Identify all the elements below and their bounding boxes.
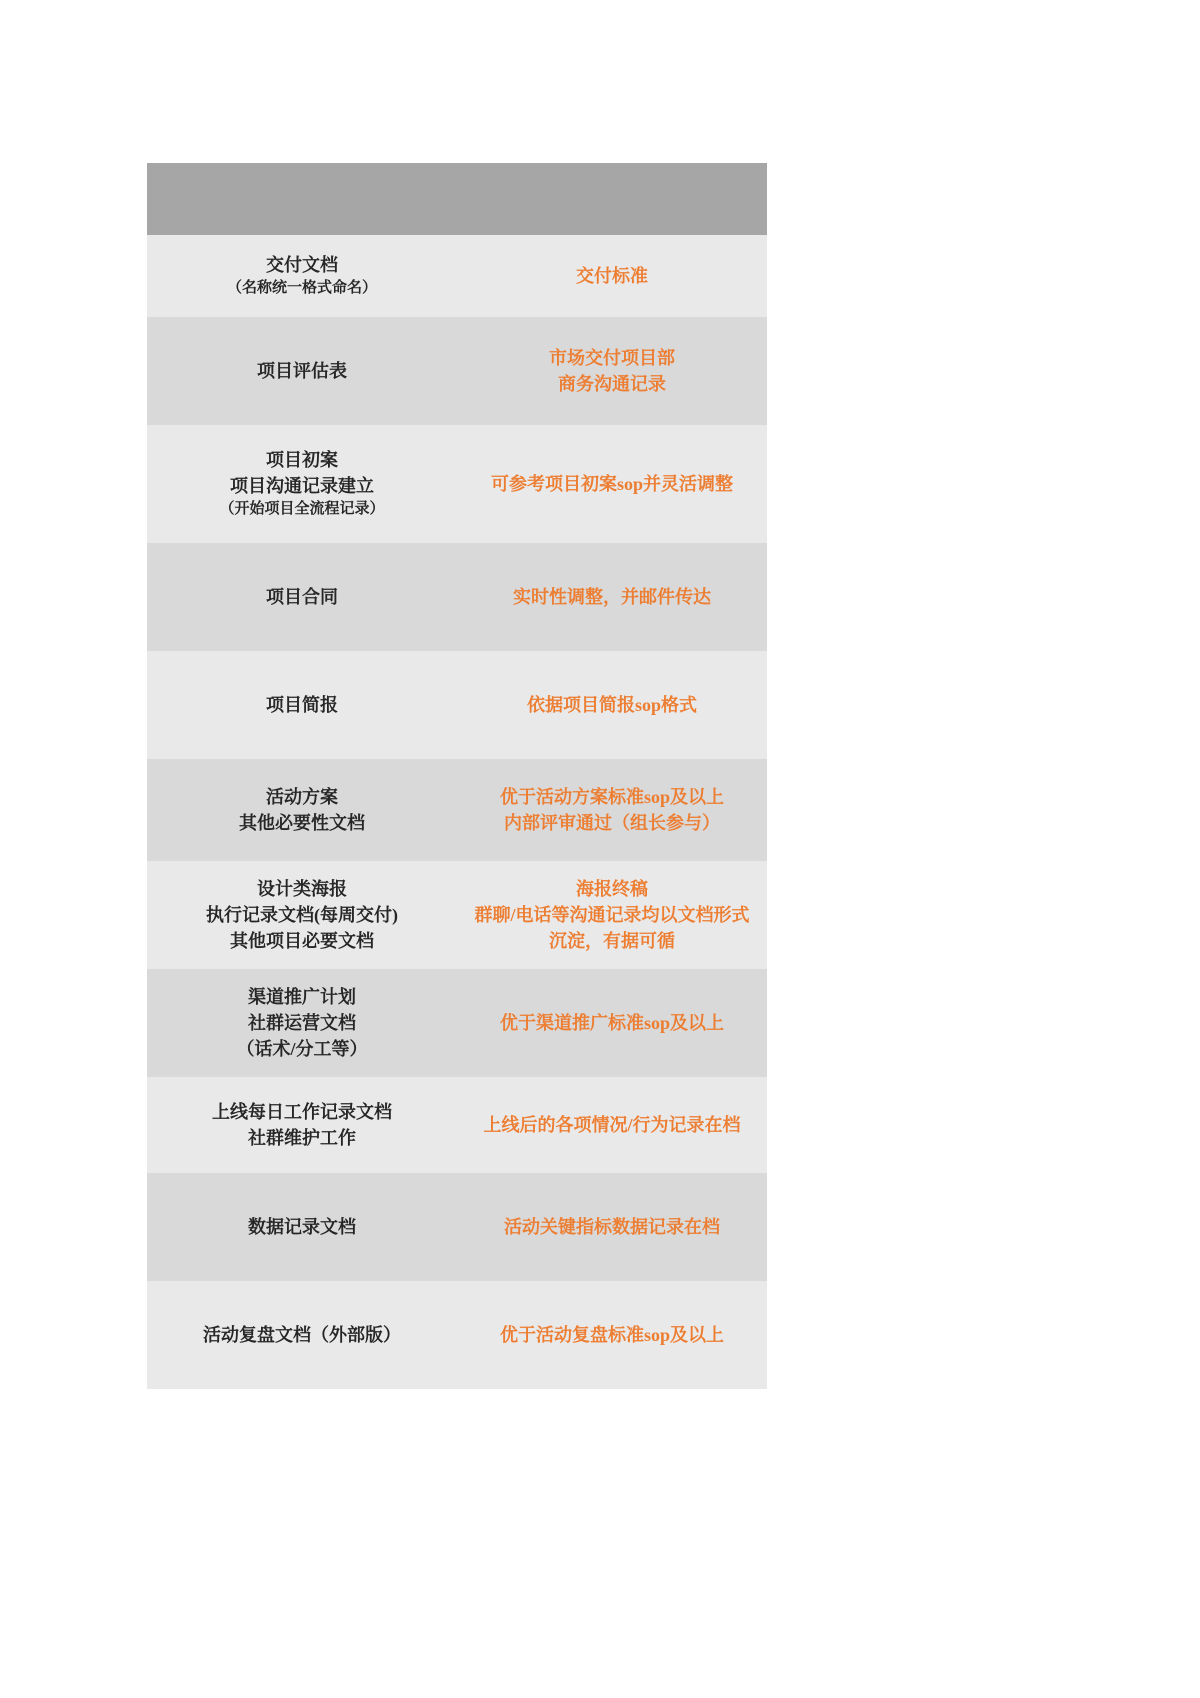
- document-name-line: 活动方案: [266, 786, 338, 807]
- document-name-line: （开始项目全流程记录）: [219, 501, 385, 518]
- delivery-standard-line: 优于活动复盘标准sop及以上: [499, 1324, 724, 1345]
- document-name-cell: [147, 235, 457, 317]
- document-name-line: 项目简报: [266, 694, 338, 715]
- table-row: [147, 317, 767, 425]
- document-name-line: 执行记录文档(每周交付): [206, 904, 398, 925]
- document-name-line: 社群维护工作: [248, 1128, 356, 1148]
- document-name-cell: [147, 969, 457, 1077]
- delivery-standard-cell: [457, 1077, 767, 1173]
- delivery-standard-cell: [457, 651, 767, 759]
- delivery-standard-line: 海报终稿: [576, 878, 648, 899]
- delivery-standard-line: 优于活动方案标准sop及以上: [499, 786, 724, 807]
- document-name-cell: [147, 1077, 457, 1173]
- document-name-line: 项目合同: [266, 586, 338, 607]
- delivery-standard-line: 上线后的各项情况/行为记录在档: [483, 1114, 741, 1135]
- document-name-line: 数据记录文档: [248, 1216, 356, 1237]
- delivery-standard-line: 优于渠道推广标准sop及以上: [499, 1012, 724, 1033]
- delivery-standard-cell: [457, 235, 767, 317]
- delivery-standard-cell: [457, 759, 767, 861]
- document-name-cell: [147, 543, 457, 651]
- delivery-standard-line: 内部评审通过（组长参与）: [504, 813, 720, 833]
- header-cell-left: [147, 163, 457, 235]
- delivery-standard-line: 实时性调整，并邮件传达: [513, 586, 711, 607]
- delivery-standard-line: 交付标准: [576, 265, 648, 286]
- document-name-line: （话术/分工等）: [236, 1039, 368, 1060]
- document-name-line: 其他项目必要文档: [230, 931, 374, 952]
- delivery-table: [147, 163, 767, 1389]
- delivery-table-container: [147, 163, 767, 1389]
- delivery-standard-line: 商务沟通记录: [558, 374, 666, 394]
- document-name-line: 交付文档: [266, 255, 338, 276]
- delivery-standard-line: 群聊/电话等沟通记录均以文档形式: [474, 904, 750, 925]
- table-row: [147, 1077, 767, 1173]
- document-name-line: （名称统一格式命名）: [226, 280, 377, 297]
- document-name-line: 项目评估表: [257, 360, 347, 381]
- document-name-cell: [147, 651, 457, 759]
- document-name-line: 其他必要性文档: [239, 813, 365, 833]
- delivery-standard-cell: [457, 317, 767, 425]
- document-name-line: 活动复盘文档（外部版）: [203, 1324, 401, 1345]
- table-row: [147, 1173, 767, 1281]
- table-row: [147, 235, 767, 317]
- document-name-line: 社群运营文档: [248, 1012, 356, 1033]
- table-row: [147, 1281, 767, 1389]
- document-name-cell: [147, 425, 457, 543]
- header-cell-right: [457, 163, 767, 235]
- table-row: [147, 861, 767, 969]
- table-row: [147, 759, 767, 861]
- document-name-line: 上线每日工作记录文档: [212, 1101, 392, 1122]
- document-name-line: 渠道推广计划: [248, 986, 356, 1007]
- table-row: [147, 543, 767, 651]
- document-name-line: 项目沟通记录建立: [230, 476, 374, 497]
- delivery-standard-line: 可参考项目初案sop并灵活调整: [490, 473, 733, 494]
- delivery-standard-cell: [457, 425, 767, 543]
- delivery-standard-cell: [457, 969, 767, 1077]
- document-name-cell: [147, 1281, 457, 1389]
- delivery-standard-cell: [457, 1173, 767, 1281]
- delivery-standard-line: 活动关键指标数据记录在档: [504, 1216, 720, 1237]
- document-name-cell: [147, 861, 457, 969]
- document-name-cell: [147, 1173, 457, 1281]
- document-name-line: 项目初案: [266, 450, 338, 471]
- document-name-cell: [147, 317, 457, 425]
- delivery-standard-line: 依据项目简报sop格式: [526, 694, 697, 715]
- table-row: [147, 651, 767, 759]
- delivery-standard-cell: [457, 543, 767, 651]
- document-name-line: 设计类海报: [257, 878, 347, 899]
- table-header-row: [147, 163, 767, 235]
- document-name-cell: [147, 759, 457, 861]
- delivery-standard-line: 沉淀，有据可循: [549, 931, 675, 952]
- delivery-standard-cell: [457, 1281, 767, 1389]
- delivery-standard-line: 市场交付项目部: [549, 347, 675, 368]
- table-row: [147, 969, 767, 1077]
- table-row: [147, 425, 767, 543]
- delivery-standard-cell: [457, 861, 767, 969]
